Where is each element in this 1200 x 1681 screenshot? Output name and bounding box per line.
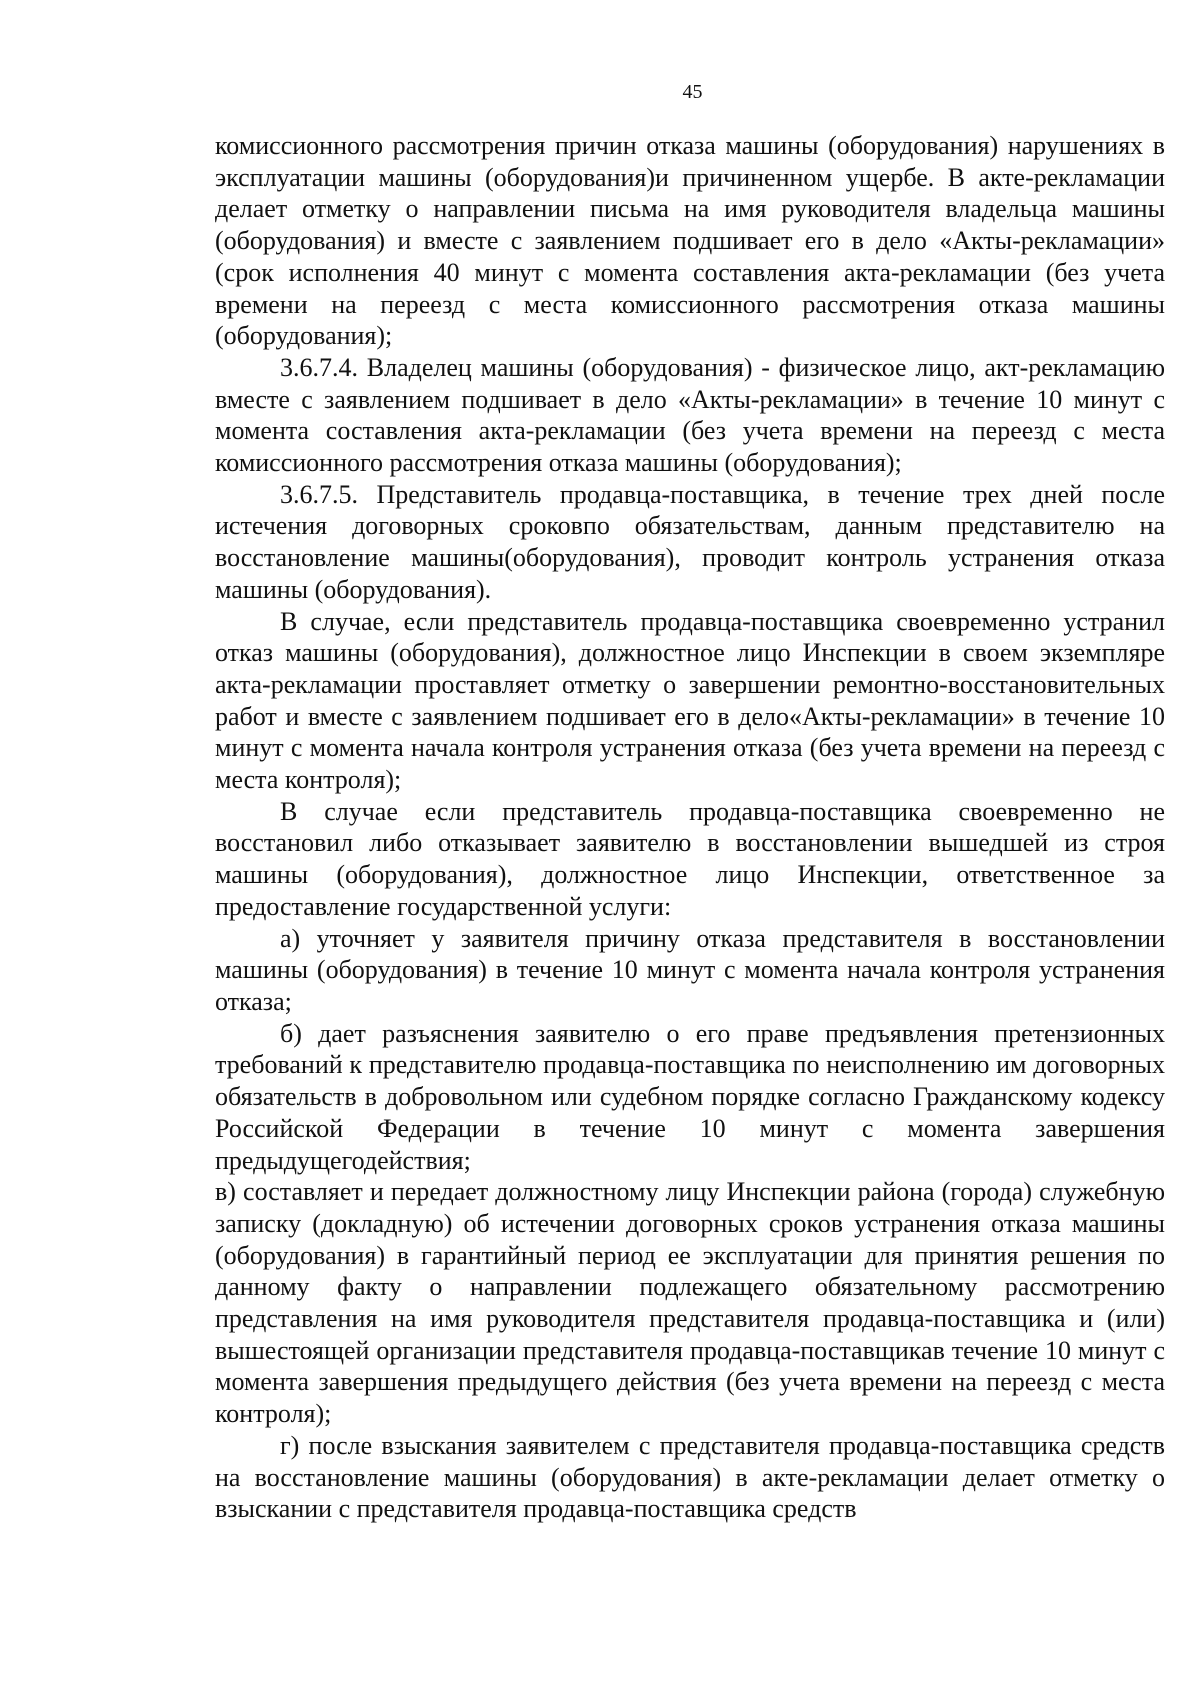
page-number: 45 — [682, 81, 703, 103]
list-item-b: б) дает разъяснения заявителю о его праве предъявления претензионных требований к представителю продавца-поставщика по неисполнению им договорных обязательств в добровольном или судебном порядке согласно Гражданскому кодексу Российской Федерации в течение 10 минут с момента завершения предыдущегодействия; — [215, 1018, 1165, 1175]
paragraph-timely-repair: В случае, если представитель продавца-поставщика своевременно устранил отказ машины (оборудования), должностное лицо Инспекции в своем экземпляре акта-рекламации проставляет отметку о завершении ремонтно-восстановительных работ и вместе с заявлением подшивает его в дело«Акты-рекламации» в течение 10 минут с момента начала контроля устранения отказа (без учета времени на переезд с места контроля); — [215, 606, 1165, 795]
list-item-g: г) после взыскания заявителем с представителя продавца-поставщика средств на восстановление машины (оборудования) в акте-рекламации делает отметку о взыскании с представителя продавца-поставщика средств — [215, 1430, 1165, 1524]
paragraph-not-restored: В случае если представитель продавца-поставщика своевременно не восстановил либо отказывает заявителю в восстановлении вышедшей из строя машины (оборудования), должностное лицо Инспекции, ответственное за предоставление государственной услуги: — [215, 796, 1165, 921]
list-item-v: в) составляет и передает должностному лицу Инспекции района (города) служебную записку (докладную) об истечении договорных сроков устранения отказа машины (оборудования) в гарантийный период ее эксплуатации для принятия решения по данному факту о направлении подлежащего обязательному рассмотрению представления на имя руководителя представителя продавца-поставщика и (или) вышестоящей организации представителя продавца-поставщикав течение 10 минут с момента завершения предыдущего действия (без учета времени на переезд с места контроля); — [215, 1177, 1165, 1429]
paragraph-3-6-7-5: 3.6.7.5. Представитель продавца-поставщика, в течение трех дней после истечения договорных сроковпо обязательствам, данным представителю на восстановление машины(оборудования), проводит контроль устранения отказа машины (оборудования). — [215, 479, 1165, 604]
paragraph-commission-review: комиссионного рассмотрения причин отказа машины (оборудования) нарушениях в эксплуатации машины (оборудования)и причиненном ущербе. В акте-рекламации делает отметку о направлении письма на имя руководителя владельца машины (оборудования) и вместе с заявлением подшивает его в дело «Акты-рекламации» (срок исполнения 40 минут с момента составления акта-рекламации (без учета времени на переезд с места комиссионного рассмотрения отказа машины (оборудования); — [215, 131, 1165, 351]
paragraph-3-6-7-4: 3.6.7.4. Владелец машины (оборудования) - физическое лицо, акт-рекламацию вместе с заявлением подшивает в дело «Акты-рекламации» в течение 10 минут с момента составления акта-рекламации (без учета времени на переезд с места комиссионного рассмотрения отказа машины (оборудования); — [215, 352, 1165, 478]
document-body — [215, 130, 1165, 1525]
list-item-a: а) уточняет у заявителя причину отказа представителя в восстановлении машины (оборудования) в течение 10 минут с момента начала контроля устранения отказа; — [215, 923, 1165, 1016]
